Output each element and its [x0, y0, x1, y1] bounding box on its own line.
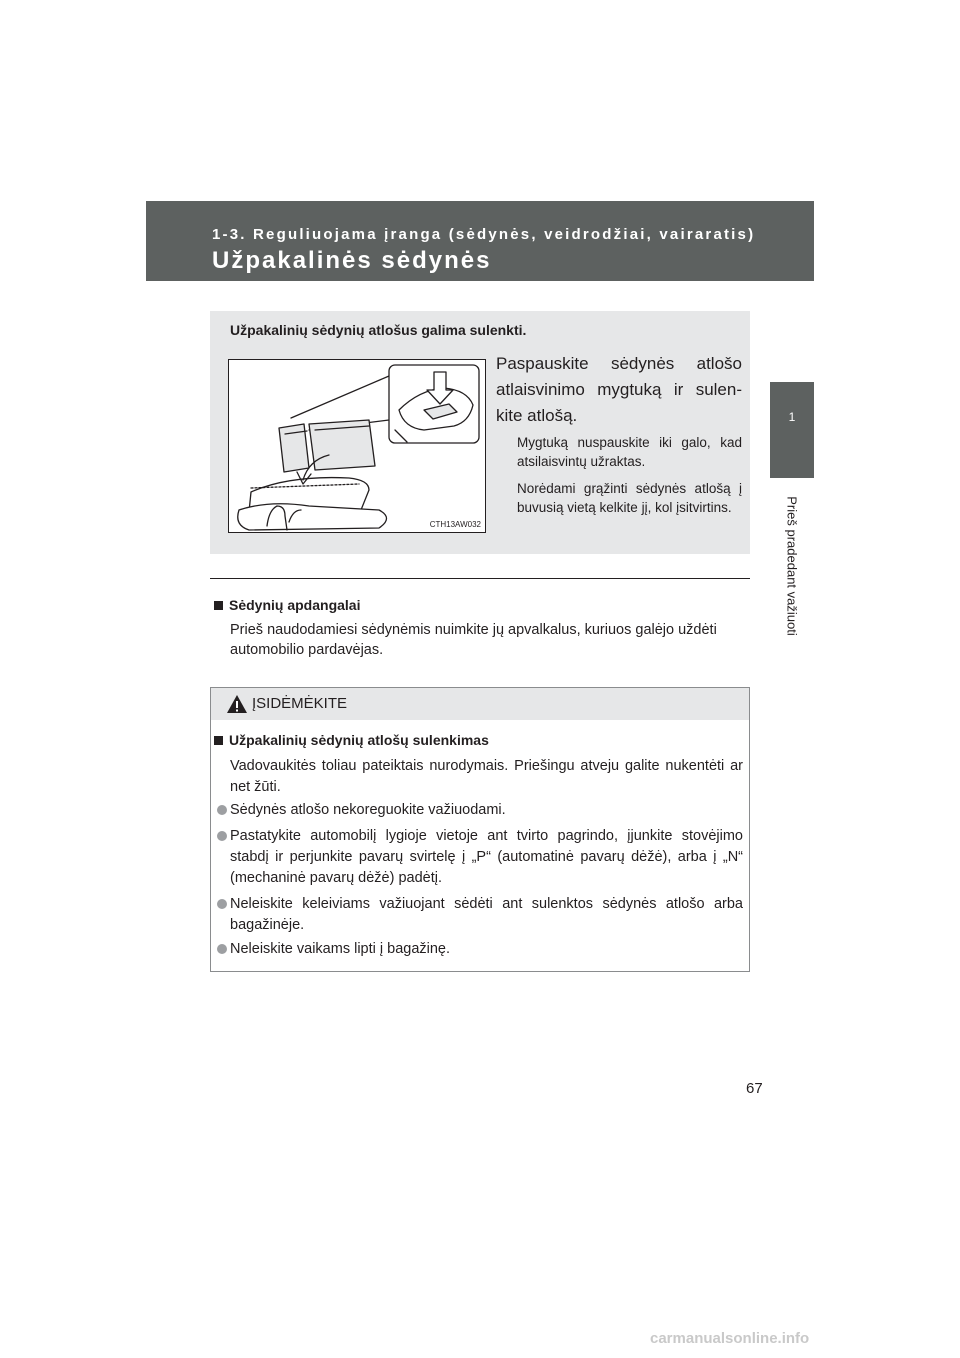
step-instruction: Paspauskite sėdynės atlošo atlaisvinimo mygtuką ir sulen- kite atlošą.: [496, 354, 742, 425]
caution-title-text: Užpakalinių sėdynių atlošų sulenkimas: [229, 732, 489, 748]
caution-bullet: [214, 894, 743, 936]
seat-covers-heading: [214, 597, 360, 613]
rear-seat-drawing: [229, 360, 485, 532]
chapter-title: Prieš pradedant važiuoti: [784, 496, 800, 636]
circle-bullet-icon: [217, 899, 227, 909]
circle-bullet-icon: [217, 805, 227, 815]
square-bullet-icon: [214, 736, 223, 745]
figure-code: CTH13AW032: [429, 520, 481, 529]
caution-bullet: [214, 826, 743, 889]
circle-bullet-icon: [217, 831, 227, 841]
caution-bullet-text: Neleiskite keleiviams važiuojant sėdėti ant sulenktos sėdynės atlošo arba bagažinėje.: [230, 896, 743, 933]
warning-triangle-icon: [226, 694, 248, 714]
circle-bullet-icon: [217, 944, 227, 954]
square-bullet-icon: [214, 601, 223, 610]
page-title: Užpakalinės sėdynės: [212, 247, 492, 274]
section-title: 1-3. Reguliuojama įranga (sėdynės, veidrodžiai, vairaratis): [212, 226, 756, 243]
step-note-1: Mygtuką nuspauskite iki galo, kad atsilaisvintų užraktas.: [517, 435, 742, 469]
page-number: 67: [746, 1080, 763, 1097]
caution-intro: Vadovaukitės toliau pateiktais nurodymais. Priešingu atveju galite nukentėti ar net žūti.: [230, 758, 743, 795]
step-note-2: Norėdami grąžinti sėdynės atlošą į buvusią vietą kelkite jį, kol įsitvirtins.: [517, 481, 742, 515]
chapter-tab[interactable]: [770, 382, 814, 476]
caution-header: [211, 688, 749, 720]
instruction-box: [210, 311, 750, 554]
divider-line: [210, 578, 750, 579]
caution-bullet: [214, 939, 743, 960]
seat-covers-body: Prieš naudodamiesi sėdynėmis nuimkite jų apvalkalus, kuriuos galėjo uždėti automobilio pardavėjas.: [230, 622, 717, 658]
caution-label: ĮSIDĖMĖKITE: [252, 695, 348, 712]
caution-bullet-text: Neleiskite vaikams lipti į bagažinę.: [230, 941, 451, 957]
caution-box: [210, 687, 750, 972]
seat-covers-heading-text: Sėdynių apdangalai: [229, 597, 361, 613]
instruction-intro: Užpakalinių sėdynių atlošus galima sulenkti.: [230, 322, 527, 338]
caution-bullet: [214, 800, 743, 821]
chapter-tab-label: [770, 478, 814, 654]
caution-bullet-text: Sėdynės atlošo nekoreguokite važiuodami.: [230, 802, 506, 818]
chapter-number: 1: [788, 410, 796, 424]
caution-title: [214, 732, 489, 748]
chapter-header: [146, 201, 814, 281]
watermark: carmanualsonline.info: [650, 1330, 810, 1347]
seat-fold-illustration: [228, 359, 486, 533]
caution-bullet-text: Pastatykite automobilį lygioje vietoje ant tvirto pagrindo, įjunkite stovėjimo stabdį ir perjunkite pavarų svirtelę į „P“ (automatinė pavarų dėžė), arba į „N“ (mechaninė pavarų dėžė) padėtį.: [230, 828, 743, 886]
